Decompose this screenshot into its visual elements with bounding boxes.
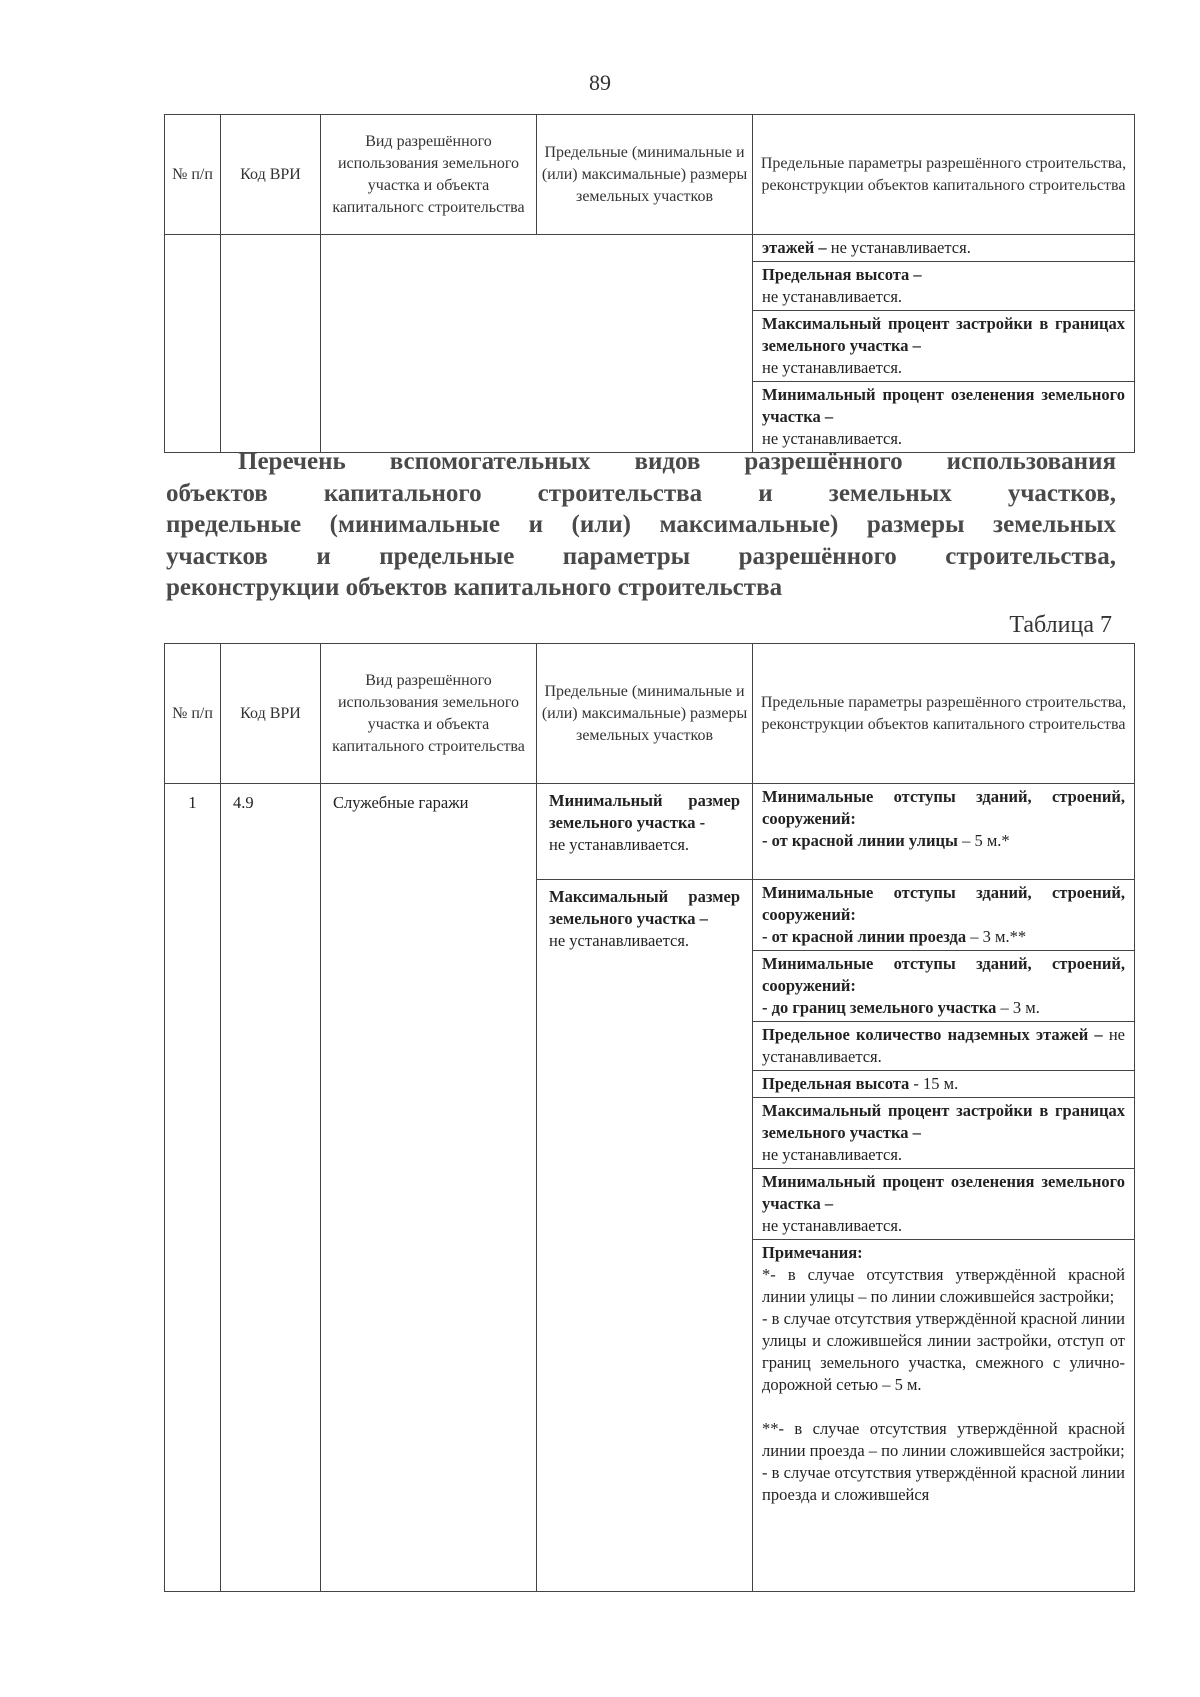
table-continuation <box>164 114 1135 453</box>
heading-line: объектов капитального строительства и земельных участков, <box>166 479 1116 507</box>
param-max-build-percent: Максимальный процент застройки в границах земельного участка – не устанавливается. <box>753 311 1135 382</box>
header-code: Код ВРИ <box>221 115 321 235</box>
empty-cell <box>321 235 753 453</box>
param-setback-street: Минимальные отступы зданий, строений, сооружений: - от красной линии улицы – 5 м.* <box>753 784 1135 880</box>
table-row <box>165 235 1135 262</box>
header-use-type: Вид разрешённого использования земельного участка и объекта капитального строительства <box>321 644 537 784</box>
table-header-row <box>165 644 1135 784</box>
note-4: - в случае отсутствия утверждённой красной линии проезда и сложившейся <box>762 1463 1125 1504</box>
header-num: № п/п <box>165 115 221 235</box>
param-height: Предельная высота - 15 м. <box>753 1071 1135 1098</box>
table-header-row <box>165 115 1135 235</box>
header-params: Предельные параметры разрешённого строительства, реконструкции объектов капитального строительства <box>753 644 1135 784</box>
row-number: 1 <box>165 784 221 1592</box>
plot-max-size: Максимальный размер земельного участка – не устанавливается. <box>537 880 753 1592</box>
heading-line: участков и предельные параметры разрешённого строительства, <box>166 542 1116 570</box>
header-code: Код ВРИ <box>221 644 321 784</box>
plot-min-size: Минимальный размер земельного участка - не устанавливается. <box>537 784 753 880</box>
param-setback-driveway: Минимальные отступы зданий, строений, сооружений: - от красной линии проезда – 3 м.** <box>753 880 1135 951</box>
param-floors: этажей – не устанавливается. <box>753 235 1135 262</box>
empty-cell <box>165 235 221 453</box>
header-plot-size: Предельные (минимальные и (или) максимальные) размеры земельных участков <box>537 115 753 235</box>
header-params: Предельные параметры разрешённого строительства, реконструкции объектов капитального строительства <box>753 115 1135 235</box>
row-code: 4.9 <box>221 784 321 1592</box>
param-setback-boundary: Минимальные отступы зданий, строений, сооружений: - до границ земельного участка – 3 м. <box>753 951 1135 1022</box>
table-caption: Таблица 7 <box>1009 612 1112 638</box>
param-min-green-percent: Минимальный процент озеленения земельного участка – не устанавливается. <box>753 1169 1135 1240</box>
param-max-build-percent: Максимальный процент застройки в границах земельного участка – не устанавливается. <box>753 1098 1135 1169</box>
heading-line: Перечень вспомогательных видов разрешённого использования <box>238 448 1116 475</box>
row-use-type: Служебные гаражи <box>321 784 537 1592</box>
note-3: **- в случае отсутствия утверждённой красной линии проезда – по линии сложившейся застройки; <box>762 1419 1125 1460</box>
note-2: - в случае отсутствия утверждённой красной линии улицы и сложившейся линии застройки, отступ от границ земельного участка, смежного с улично-дорожной сетью – 5 м. <box>762 1309 1125 1394</box>
header-use-type: Вид разрешённого использования земельного участка и объекта капитальногс строительства <box>321 115 537 235</box>
param-floors: Предельное количество надземных этажей – не устанавливается. <box>753 1022 1135 1071</box>
empty-cell <box>221 235 321 453</box>
note-1: *- в случае отсутствия утверждённой красной линии улицы – по линии сложившейся застройки; <box>762 1265 1125 1306</box>
header-plot-size: Предельные (минимальные и (или) максимальные) размеры земельных участков <box>537 644 753 784</box>
section-heading <box>166 446 1116 604</box>
notes-cell <box>753 1240 1135 1592</box>
table-7 <box>164 643 1135 1592</box>
heading-line: реконструкции объектов капитального строительства <box>166 574 783 601</box>
notes-title: Примечания: <box>762 1243 863 1262</box>
header-num: № п/п <box>165 644 221 784</box>
table-row <box>165 784 1135 880</box>
param-height: Предельная высота – не устанавливается. <box>753 262 1135 311</box>
param-min-green-percent: Минимальный процент озеленения земельного участка – не устанавливается. <box>753 382 1135 453</box>
heading-line: предельные (минимальные и (или) максимальные) размеры земельных <box>166 511 1116 538</box>
page-number: 89 <box>589 70 611 95</box>
